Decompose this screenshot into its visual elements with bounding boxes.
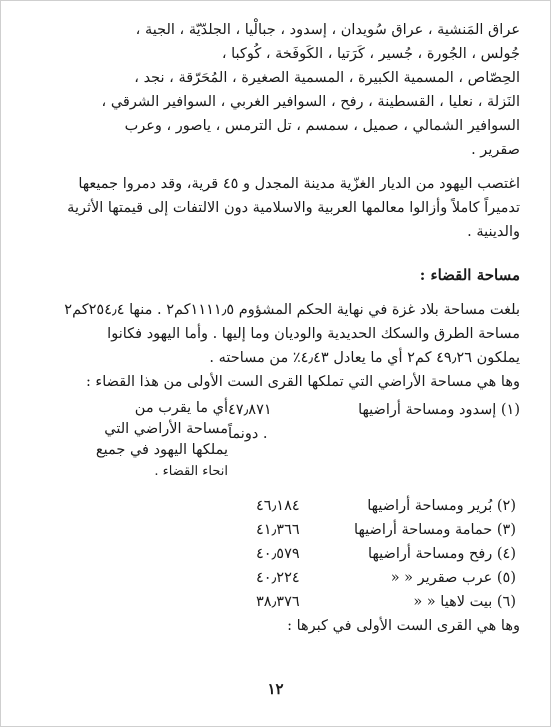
note-line: انحاء القضاء .	[154, 464, 228, 479]
list-item	[62, 566, 516, 590]
village-area: ٤٠٫٢٢٤	[256, 570, 300, 586]
section-heading: مساحة القضاء :	[419, 266, 520, 284]
village-label: (٣) حمامة ومساحة أراضيها	[354, 522, 516, 538]
village-label: (٦) بيت لاهيا « «	[413, 594, 516, 610]
text-line: عراق المَنشية ، عراق سُويدان ، إسدود ، جبالْيا ، الجلدّيّة ، الجية ،	[135, 22, 520, 38]
text-line: تدميراً كاملاً وأزالوا معالمها العربية والاسلامية دون الالتفات إلى قيمتها الأثرية	[67, 200, 520, 216]
village-area: ٣٨٫٣٧٦	[256, 594, 300, 610]
occupation-paragraph	[62, 172, 520, 244]
village-area: ٤٧٫٨٧١ دونماً .	[228, 402, 272, 442]
village-label: (٤) رفح ومساحة أراضيها	[368, 546, 516, 562]
village-label: (١) إسدود ومساحة أراضيها	[358, 402, 520, 418]
text-line: النَزلة ، نعليا ، القسطينة ، رفح ، السوافير الغربي ، السوافير الشرقي ،	[101, 94, 520, 110]
intro-paragraph	[62, 18, 520, 162]
village-label: (٢) بُرير ومساحة أراضيها	[367, 498, 516, 514]
village-note	[62, 398, 228, 482]
text-line: صقرير .	[471, 142, 520, 158]
note-line: يملكها اليهود في جميع	[95, 442, 228, 458]
text-line: والدينية .	[467, 224, 520, 240]
text-line: الحِصّاص ، المسمية الكبيرة ، المسمية الصغيرة ، المُحَرّقة ، نجد ،	[134, 70, 520, 86]
village-label: (٥) عرب صقرير « «	[390, 570, 516, 586]
text-line: يملكون ٤٩٫٢٦ كم٢ أي ما يعادل ٤٫٤٣٪ من مساحته .	[209, 350, 520, 366]
text-line: السوافير الشمالي ، صميل ، سمسم ، تل الترمس ، ياصور ، وعرب	[124, 118, 520, 134]
note-line: أي ما يقرب من	[134, 400, 228, 416]
village-entry-1	[62, 398, 520, 482]
list-item	[62, 494, 516, 518]
list-item	[62, 542, 516, 566]
area-paragraph	[62, 298, 520, 394]
note-line: مساحة الأراضي التي	[104, 421, 228, 437]
village-area: ٤٠٫٥٧٩	[256, 546, 300, 562]
list-item	[62, 518, 516, 542]
text-line: وها هي مساحة الأراضي التي تملكها القرى الست الأولى من هذا القضاء :	[85, 374, 520, 390]
text-line: اغتصب اليهود من الديار الغزّية مدينة المجدل و ٤٥ قرية، وقد دمروا جميعها	[78, 176, 520, 192]
list-item	[62, 590, 516, 614]
text-line: مساحة الطرق والسكك الحديدية والوديان وما إليها . وأما اليهود فكانوا	[107, 326, 520, 342]
closing-line: وها هي القرى الست الأولى في كبرها :	[287, 618, 520, 634]
text-line: جُولس ، الجُورة ، جُسير ، كَرَتيا ، الكَوفَخة ، كُوكبا ،	[221, 46, 520, 62]
text-line: بلغت مساحة بلاد غزة في نهاية الحكم المشؤوم ١١١١٫٥كم٢ . منها ٢٥٤٫٤كم٢	[64, 302, 520, 318]
page-number: ١٢	[267, 680, 284, 698]
document-page	[62, 18, 520, 638]
village-area: ٤٦٫١٨٤	[256, 498, 300, 514]
village-area: ٤١٫٣٦٦	[256, 522, 300, 538]
village-area-list	[62, 494, 516, 614]
